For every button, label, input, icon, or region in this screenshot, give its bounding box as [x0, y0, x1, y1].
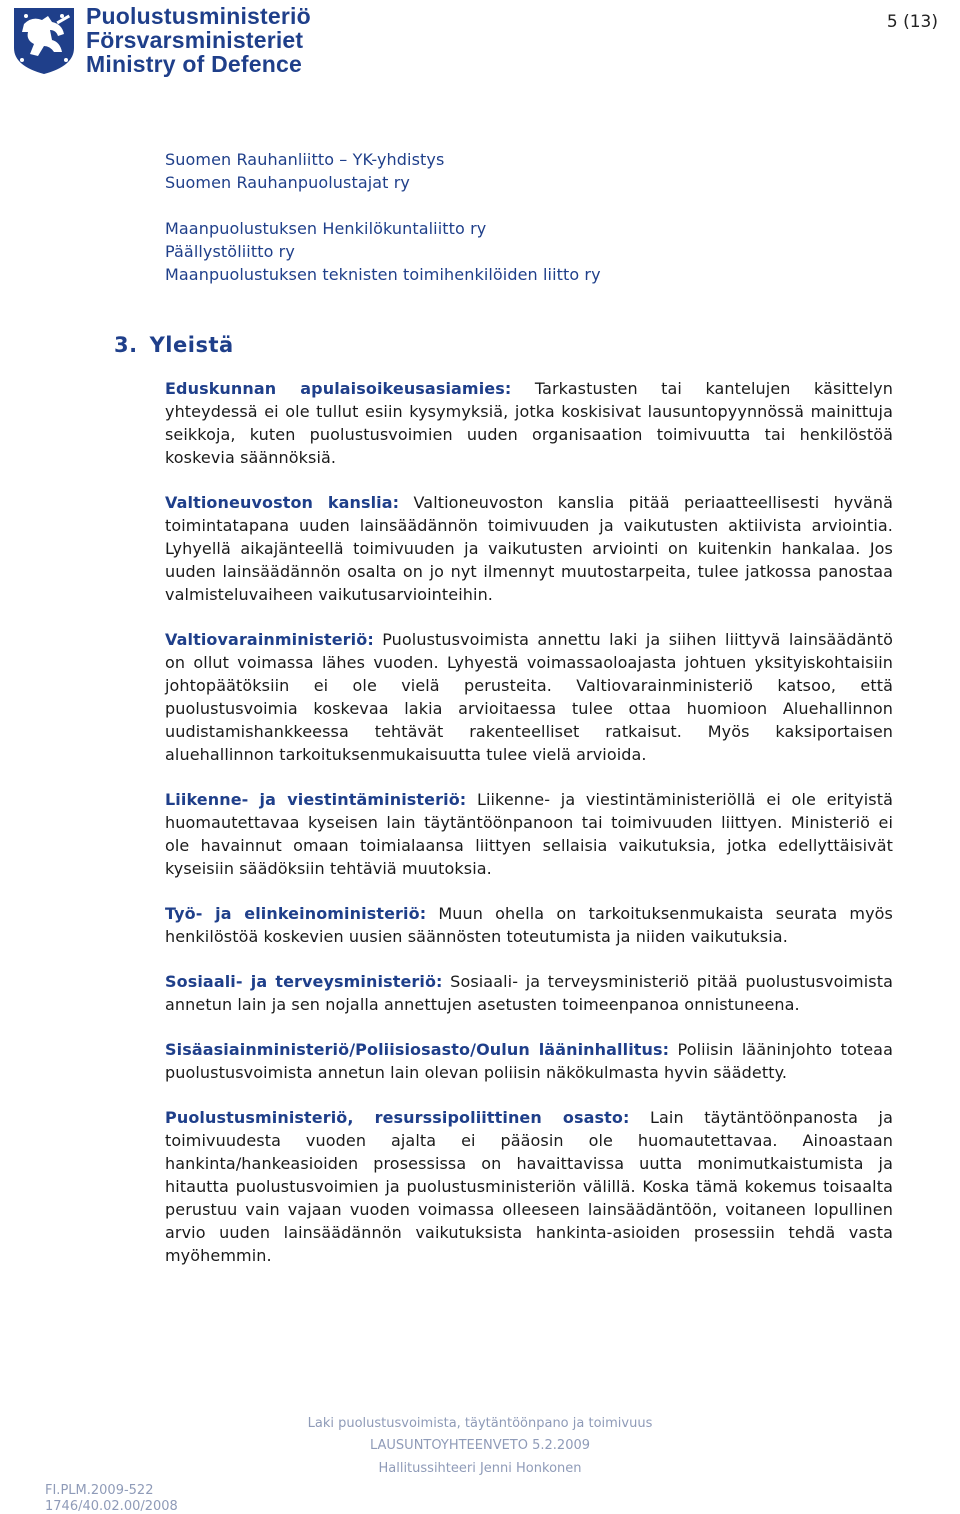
statement-paragraph — [165, 491, 893, 606]
page-header — [0, 0, 960, 90]
statement-text: Muun ohella on tarkoituksenmukaista seurata myös henkilöstöä koskevien uusien säännösten toteutumista ja niiden vaikutuksia. — [165, 904, 893, 946]
statement-paragraph — [165, 970, 893, 1016]
ministry-name-fi: Puolustusministeriö — [86, 3, 311, 29]
statement-text: Tarkastusten tai kantelujen käsittelyn yhteydessä ei ole tullut esiin kysymyksiä, jotka koskisivat lausuntopyynnössä mainittuja seikkoja, kuten puolustusvoimien uuden organisaation toimivuutta tai henkilöstöä koskevia säännöksiä. — [165, 379, 893, 467]
statement-text: Valtioneuvoston kanslia pitää periaatteellisesti hyvänä toimintatapana uuden lainsäädännön toimivuuden ja vaikutusten aktiivista arviointia. Lyhyellä aikajänteellä toimivuuden ja vaikutusten arviointi on kuitenkin hankalaa. Jos uuden lainsäädännön osalta on jo nyt ilmennyt muutostarpeita, tulee jatkossa panostaa valmisteluvaiheen vaikutusarviointeihin. — [165, 493, 893, 604]
statement-text: Puolustusvoimista annettu laki ja siihen liittyvä lainsäädäntö on ollut voimassa lähes vuoden. Lyhyestä voimassaoloajasta johtuen yksityiskohtaisiin johtopäätöksiin ei ole vielä perusteita. Valtiovarainministeriö katsoo, että puolustusvoimia koskevaa lakia arvioitaessa tulee ottaa huomioon Aluehallinnon uudistamishankkeessa tehtävät rakenteelliset ratkaisut. Myös kaksiportaisen aluehallinnon tarkoituksenmukaisuutta tulee vielä arvioida. — [165, 630, 893, 764]
ministry-name-en: Ministry of Defence — [86, 51, 302, 77]
statement-paragraph — [165, 788, 893, 880]
statement-source: Sisäasiainministeriö/Poliisiosasto/Oulun lääninhallitus: — [165, 1040, 670, 1059]
document-body — [114, 148, 893, 1289]
recipient-line: Päällystöliitto ry — [165, 242, 295, 261]
statement-source: Sosiaali- ja terveysministeriö: — [165, 972, 443, 991]
statement-paragraph — [165, 1038, 893, 1084]
statement-text: Lain täytäntöönpanosta ja toimivuudesta vuoden ajalta ei pääosin ole huomautettavaa. Ainoastaan hankinta/hankeasioiden prosessissa on havaittavissa uutta monimutkaistumista ja hitautta puolustusvoimien ja puolustusministeriön välillä. Koska tämä kokemus toisaalta perustuu vain vajaan vuoden voimassa olleeseen lainsäädäntöön, voitaneen lopullinen arvio uuden lainsäädännön vaikutuksista hankinta-asioiden prosessiin tehdä vasta myöhemmin. — [165, 1108, 893, 1265]
statement-text: Sosiaali- ja terveysministeriö pitää puolustusvoimista annetun lain ja sen nojalla annettujen asetusten toimeenpanoa onnistuneena. — [165, 972, 893, 1014]
statement-source: Liikenne- ja viestintäministeriö: — [165, 790, 467, 809]
footer-document-type: LAUSUNTOYHTEENVETO 5.2.2009 — [369, 1438, 591, 1453]
recipient-group-2 — [165, 217, 893, 286]
statement-text: Liikenne- ja viestintäministeriöllä ei ole erityistä huomautettavaa kyseisen lain täytäntöönpanoon tai toimivuuden liittyen. Ministeriö ei ole havainnut omaan toimialaansa liittyen sellaisia vaikutuksia, jotka edellyttäisivät kyseisiin säädöksiin tehtäviä muutoksia. — [165, 790, 893, 878]
recipient-group-1 — [165, 148, 893, 194]
recipient-line: Suomen Rauhanpuolustajat ry — [165, 173, 410, 192]
statement-source: Puolustusministeriö, resurssipoliittinen osasto: — [165, 1108, 630, 1127]
section-heading — [114, 334, 893, 357]
page-number: 5 (13) — [886, 12, 938, 32]
ministry-name-sv: Försvarsministeriet — [86, 27, 304, 53]
recipient-line: Maanpuolustuksen Henkilökuntaliitto ry — [165, 219, 487, 238]
statement-paragraph — [165, 377, 893, 469]
statement-source: Eduskunnan apulaisoikeusasiamies: — [165, 379, 512, 398]
ministry-lion-emblem-icon — [8, 4, 80, 76]
statement-source: Valtiovarainministeriö: — [165, 630, 374, 649]
ministry-name-block — [86, 4, 311, 76]
statement-text: Poliisin lääninjohto toteaa puolustusvoimista annetun lain olevan poliisin näkökulmasta hyvin säädetty. — [165, 1040, 893, 1082]
footer-reference-1: FI.PLM.2009-522 — [45, 1483, 154, 1498]
statement-paragraph — [165, 628, 893, 766]
recipient-line: Suomen Rauhanliitto – YK-yhdistys — [165, 150, 445, 169]
statement-paragraph — [165, 1106, 893, 1267]
statement-source: Työ- ja elinkeinoministeriö: — [165, 904, 427, 923]
section-number: 3. — [114, 333, 138, 357]
footer-reference-2: 1746/40.02.00/2008 — [45, 1499, 178, 1514]
statement-paragraph — [165, 902, 893, 948]
footer-document-title: Laki puolustusvoimista, täytäntöönpano ja toimivuus — [307, 1416, 653, 1431]
recipient-line: Maanpuolustuksen teknisten toimihenkilöiden liitto ry — [165, 265, 601, 284]
statement-source: Valtioneuvoston kanslia: — [165, 493, 400, 512]
section-title: Yleistä — [149, 333, 234, 357]
footer-author: Hallitussihteeri Jenni Honkonen — [378, 1461, 582, 1476]
